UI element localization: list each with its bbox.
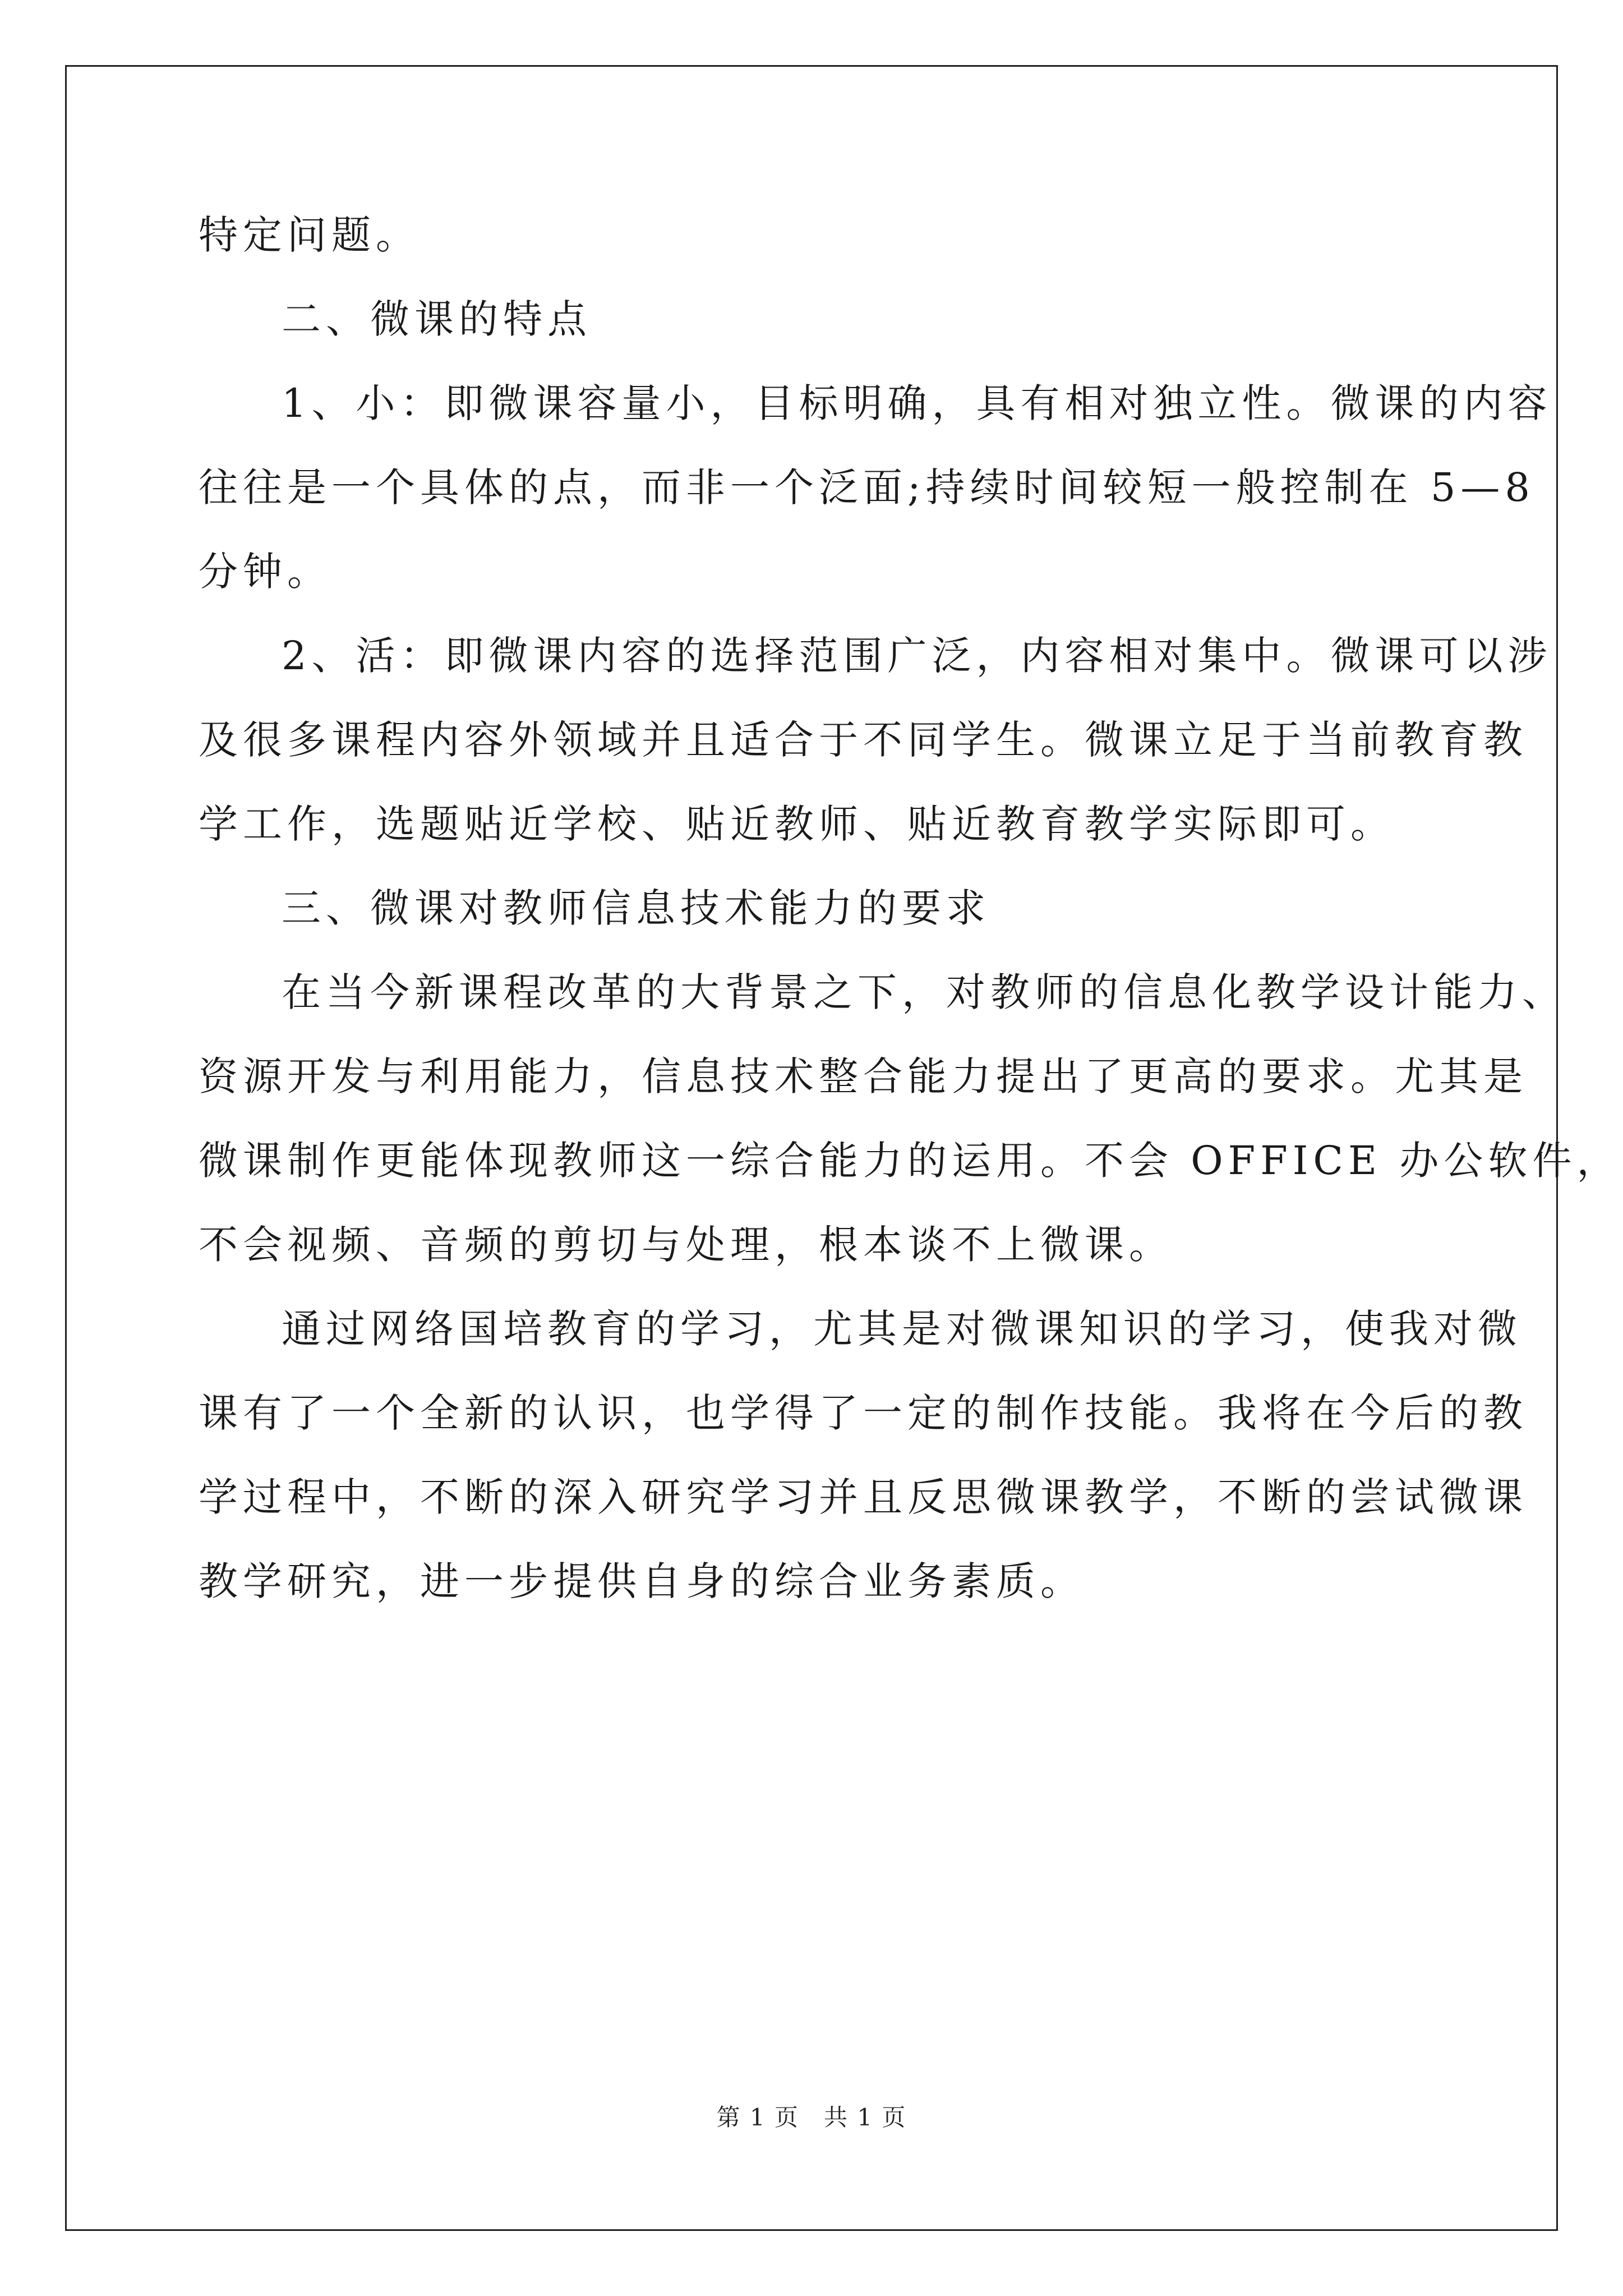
text-line: 往往是一个具体的点，而非一个泛面;持续时间较短一般控制在 5—8 [199,464,1535,510]
text-line: 分钟。 [199,549,331,595]
text-line: 资源开发与利用能力，信息技术整合能力提出了更高的要求。尤其是 [199,1053,1528,1099]
text-line: 在当今新课程改革的大背景之下，对教师的信息化教学设计能力、 [282,969,1566,1015]
section-heading: 二、微课的特点 [282,296,592,342]
text-line: 通过网络国培教育的学习，尤其是对微课知识的学习，使我对微 [282,1306,1522,1352]
section-heading: 三、微课对教师信息技术能力的要求 [282,885,990,931]
page-number-footer: 第 1 页 共 1 页 [716,2104,907,2131]
text-line: 教学研究，进一步提供自身的综合业务素质。 [199,1558,1085,1604]
text-line: 微课制作更能体现教师这一综合能力的运用。不会 OFFICE 办公软件， [199,1138,1621,1184]
text-line: 学过程中，不断的深入研究学习并且反思微课教学，不断的尝试微课 [199,1474,1528,1520]
text-line: 不会视频、音频的剪切与处理，根本谈不上微课。 [199,1222,1173,1268]
text-line: 及很多课程内容外领域并且适合于不同学生。微课立足于当前教育教 [199,717,1528,763]
text-line: 学工作，选题贴近学校、贴近教师、贴近教育教学实际即可。 [199,801,1395,847]
text-line: 特定问题。 [199,212,420,258]
text-line: 课有了一个全新的认识，也学得了一定的制作技能。我将在今后的教 [199,1390,1528,1436]
text-line: 2、活：即微课内容的选择范围广泛，内容相对集中。微课可以涉 [282,633,1552,679]
text-line: 1、小：即微课容量小，目标明确，具有相对独立性。微课的内容 [282,380,1552,426]
